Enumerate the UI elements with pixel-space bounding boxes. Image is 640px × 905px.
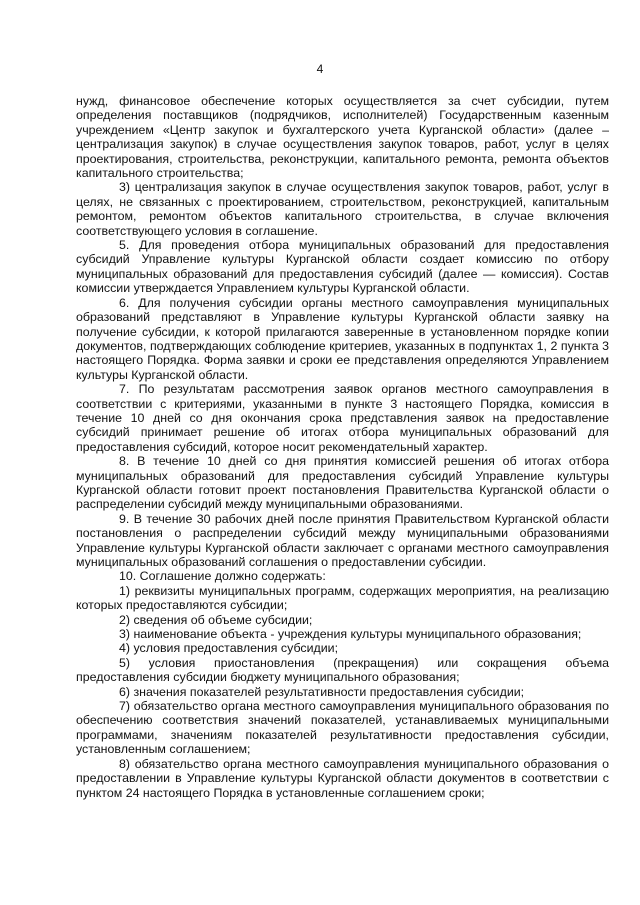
page-number: 4 [316, 62, 324, 76]
paragraph-section-6: 6. Для получения субсидии органы местного самоуправления муниципальных образований представляют в Управление культуры Курганской области заявку на получение субсидии, к которой прилагаются заверенные в установленном порядке копии документов, подтверждающих соблюдение критериев, указанных в подпунктах 1, 2 пункта 3 настоящего Порядка. Форма заявки и сроки ее представления определяются Управлением культуры Курганской области. [76, 295, 609, 382]
list-item-7: 7) обязательство органа местного самоуправления муниципального образования по обеспечению соответствия значений показателей, устанавливаемых муниципальными программами, значениям показателей результативности предоставления субсидии, установленным соглашением; [76, 699, 609, 757]
paragraph-section-10: 10. Соглашение должно содержать: [119, 569, 326, 584]
list-item-8: 8) обязательство органа местного самоуправления муниципального образования о предоставлении в Управление культуры Курганской области документов в соответствии с пунктом 24 настоящего Порядка в установленные соглашением сроки; [76, 756, 609, 800]
document-body [76, 94, 609, 800]
list-item-2: 2) сведения об объеме субсидии; [119, 612, 313, 627]
paragraph-section-8: 8. В течение 10 дней со дня принятия комиссией решения об итогах отбора муниципальных образований для предоставления субсидий Управление культуры Курганской области готовит проект постановления Правительства Курганской области о распределении субсидий между муниципальными образованиями. [76, 454, 609, 512]
list-item-6: 6) значения показателей результативности предоставления субсидии; [119, 684, 525, 699]
list-item-5: 5) условия приостановления (прекращения) или сокращения объема предоставления субсидии бюджету муниципального образования; [76, 655, 609, 685]
paragraph-section-5: 5. Для проведения отбора муниципальных образований для предоставления субсидий Управление культуры Курганской области создает комиссию по отбору муниципальных образований для предоставления субсидий (далее — комиссия). Состав комиссии утверждается Управлением культуры Курганской области. [76, 238, 609, 296]
list-item-3: 3) наименование объекта - учреждения культуры муниципального образования; [119, 627, 582, 642]
paragraph-continuation: нужд, финансовое обеспечение которых осуществляется за счет субсидии, путем определения поставщиков (подрядчиков, исполнителей) Государственным казенным учреждением «Центр закупок и бухгалтерского учета Курганской области» (далее – централизация закупок) в случае осуществления закупок товаров, работ, услуг в целях проектирования, строительства, реконструкции, капитального ремонта, ремонта объектов капитального строительства; [76, 94, 609, 181]
list-item-4: 4) условия предоставления субсидии; [119, 641, 339, 656]
paragraph-section-7: 7. По результатам рассмотрения заявок органов местного самоуправления в соответствии с критериями, указанными в пункте 3 настоящего Порядка, комиссия в течение 10 дней со дня окончания срока представления заявок на предоставление субсидий принимает решение об итогах отбора муниципальных образований для предоставления субсидий, которое носит рекомендательный характер. [76, 382, 609, 454]
paragraph-section-9: 9. В течение 30 рабочих дней после принятия Правительством Курганской области постановления о распределении субсидий между муниципальными образованиями Управление культуры Курганской области заключает с органами местного самоуправления муниципальных образований соглашения о предоставлении субсидии. [76, 511, 609, 569]
paragraph-item-3: 3) централизация закупок в случае осуществления закупок товаров, работ, услуг в целях, не связанных с проектированием, строительством, реконструкцией, капитальным ремонтом, ремонтом объектов капитального строительства, в случае включения соответствующего условия в соглашение. [76, 180, 609, 238]
list-item-1: 1) реквизиты муниципальных программ, содержащих мероприятия, на реализацию которых предоставляются субсидии; [76, 583, 609, 613]
